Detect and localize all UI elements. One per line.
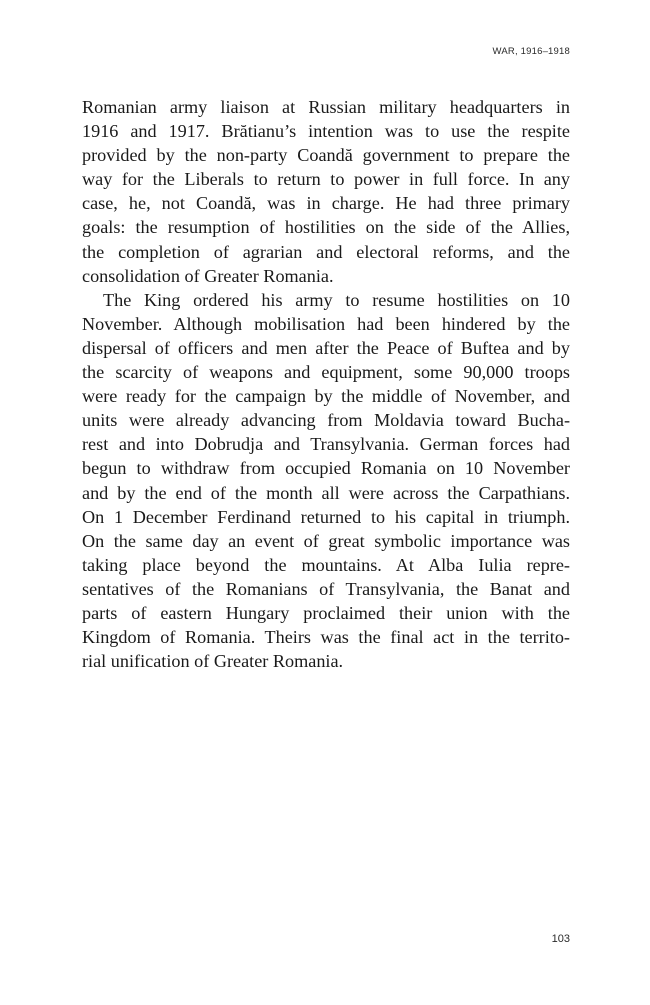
text-line: The King ordered his army to resume hostilities on 10 [103, 289, 570, 310]
text-line: rest and into Dobrudja and Transylvania. German forces had [82, 434, 570, 455]
text-line: parts of eastern Hungary proclaimed their union with the [82, 602, 570, 623]
text-line: the completion of agrarian and electoral reforms, and the [82, 241, 570, 262]
running-head: WAR, 1916–1918 [492, 46, 570, 57]
text-line: On 1 December Ferdinand returned to his capital in triumph. [82, 506, 570, 527]
text-line: November. Although mobilisation had been hindered by the [82, 313, 570, 334]
body-text [82, 95, 570, 673]
text-line: provided by the non-party Coandă government to prepare the [82, 145, 570, 166]
page-number: 103 [551, 933, 570, 945]
paragraph-1 [82, 95, 570, 288]
text-line: Romanian army liaison at Russian military headquarters in [82, 97, 570, 117]
text-line: way for the Liberals to return to power in full force. In any [82, 169, 570, 190]
text-line: goals: the resumption of hostilities on the side of the Allies, [82, 217, 570, 238]
text-line: the scarcity of weapons and equipment, some 90,000 troops [82, 362, 570, 383]
text-line: case, he, not Coandă, was in charge. He had three primary [82, 193, 570, 214]
text-line: taking place beyond the mountains. At Alba Iulia repre- [82, 554, 570, 575]
text-line: Kingdom of Romania. Theirs was the final act in the territo- [82, 627, 570, 648]
text-line: units were already advancing from Moldavia toward Bucha- [82, 410, 570, 431]
text-line: rial unification of Greater Romania. [82, 651, 344, 672]
text-line: begun to withdraw from occupied Romania on 10 November [82, 458, 570, 479]
text-line: and by the end of the month all were across the Carpathians. [82, 482, 570, 503]
text-line: consolidation of Greater Romania. [82, 265, 334, 286]
text-line: were ready for the campaign by the middle of November, and [82, 386, 570, 407]
text-line: dispersal of officers and men after the Peace of Buftea and by [82, 337, 570, 358]
text-line: 1916 and 1917. Brătianu’s intention was to use the respite [82, 121, 570, 142]
text-line: On the same day an event of great symbolic importance was [82, 530, 570, 551]
text-line: sentatives of the Romanians of Transylvania, the Banat and [82, 578, 570, 599]
paragraph-2 [82, 288, 570, 674]
